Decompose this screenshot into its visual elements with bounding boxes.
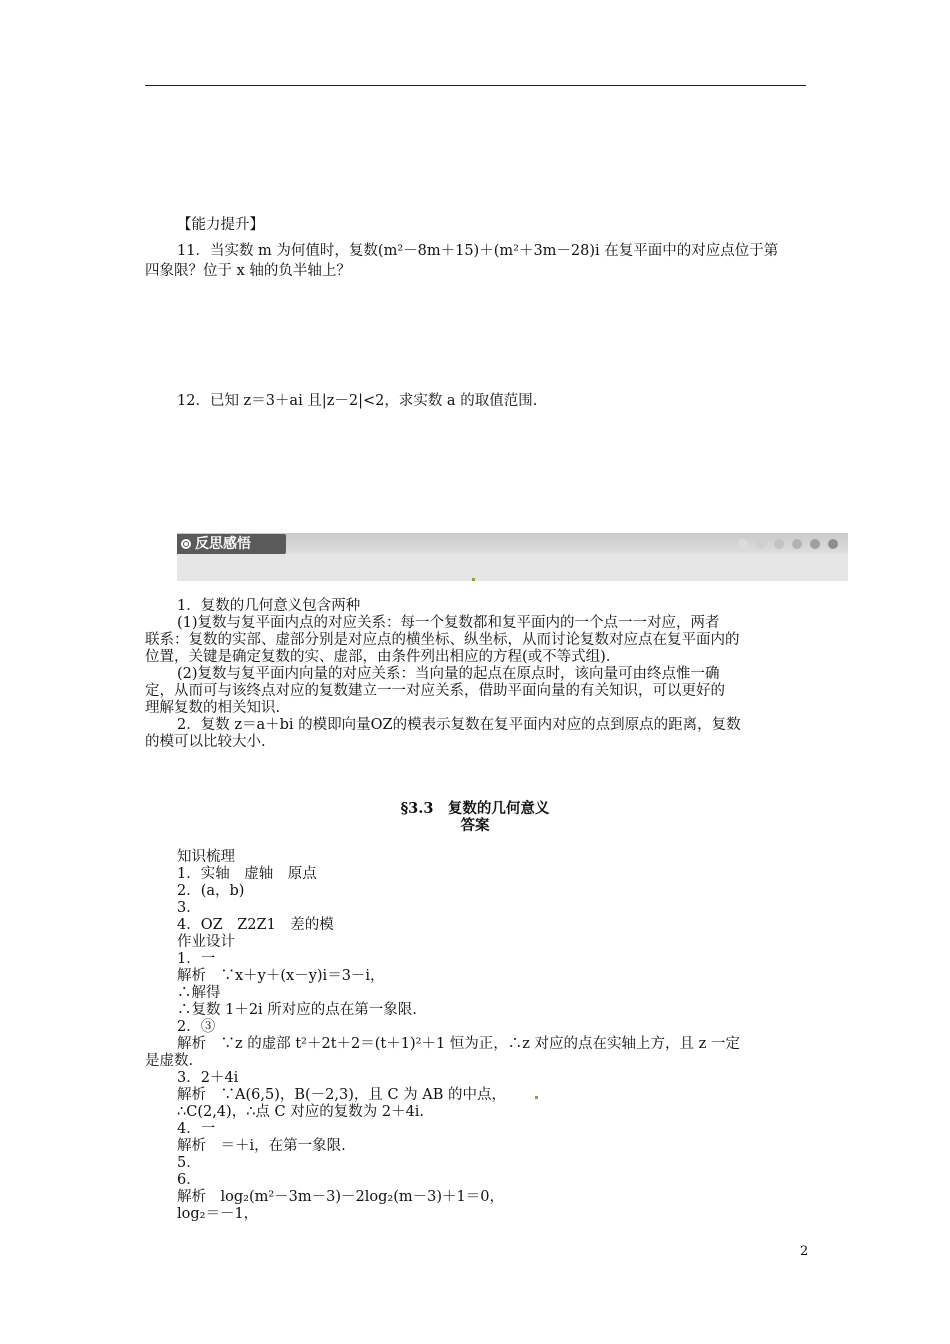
page-number: 2	[800, 1244, 809, 1259]
answer-line: 解析 log₂(m²－3m－3)－2log₂(m－3)＋1＝0，	[177, 1189, 504, 1205]
answer-line: log₂＝－1，	[177, 1206, 259, 1222]
answer-line: 6．	[177, 1172, 201, 1188]
banner-dot	[828, 539, 838, 549]
answer-line: 解析 ∵A(6,5)，B(－2,3)，且 C 为 AB 的中点，	[177, 1087, 507, 1103]
reflection-banner	[177, 533, 848, 581]
banner-label	[177, 534, 286, 554]
reflection-text: 位置，关键是确定复数的实、虚部，由条件列出相应的方程(或不等式组).	[145, 649, 611, 665]
answer-line: 解析 ∵z 的虚部 t²＋2t＋2＝(t＋1)²＋1 恒为正，∴z 对应的点在实轴上方，且 z 一定	[177, 1036, 740, 1052]
print-speck	[535, 1096, 538, 1099]
answer-line: ∴复数 1＋2i 所对应的点在第一象限.	[177, 1002, 417, 1018]
reflection-point-1: 1．复数的几何意义包含两种	[177, 598, 361, 614]
banner-label-text: 反思感悟	[195, 536, 251, 552]
banner-dot	[810, 539, 820, 549]
banner-dot	[792, 539, 802, 549]
answer-line: ∴C(2,4)，∴点 C 对应的复数为 2＋4i.	[177, 1104, 425, 1120]
question-11-line-1: 11．当实数 m 为何值时，复数(m²－8m＋15)＋(m²＋3m－28)i 在复平面中的对应点位于第	[177, 243, 779, 259]
banner-dots	[730, 539, 838, 549]
banner-dot	[756, 539, 766, 549]
reflection-text: 定，从而可与该终点对应的复数建立一一对应关系，借助平面向量的有关知识，可以更好的	[145, 683, 725, 699]
reflection-text: 的模可以比较大小.	[145, 734, 266, 750]
reflection-text: 联系：复数的实部、虚部分别是对应点的横坐标、纵坐标，从而讨论复数对应点在复平面内的	[145, 632, 740, 648]
answer-section-title: §3.3 复数的几何意义	[400, 800, 550, 817]
question-11-line-2: 四象限？位于 x 轴的负半轴上？	[145, 263, 351, 279]
header-rule	[145, 85, 806, 86]
answer-line: 4．一	[177, 1121, 216, 1137]
reflection-text: 2．复数 z＝a＋bi 的模即向量OZ的模表示复数在复平面内对应的点到原点的距离，复数	[177, 717, 741, 733]
answer-line: ∴解得	[177, 985, 221, 1001]
answer-line: 知识梳理	[177, 849, 235, 865]
answer-line: 解析 ∵x＋y＋(x－y)i＝3－i，	[177, 968, 385, 984]
reflection-text: 理解复数的相关知识.	[145, 700, 281, 716]
banner-dot	[774, 539, 784, 549]
answer-line: 4．OZ Z2Z1 差的模	[177, 917, 334, 933]
section-heading-ability: 【能力提升】	[177, 217, 264, 233]
answer-line: 解析 ＝＋i，在第一象限.	[177, 1138, 346, 1154]
reflection-text: (2)复数与复平面内向量的对应关系：当向量的起点在原点时，该向量可由终点惟一确	[177, 666, 720, 682]
answer-line: 3．	[177, 900, 201, 916]
answer-line: 作业设计	[177, 934, 235, 950]
banner-dot	[738, 539, 748, 549]
answer-line: 2．(a，b)	[177, 883, 245, 899]
answer-line: 1．一	[177, 951, 216, 967]
print-speck	[472, 578, 475, 581]
answer-subtitle: 答案	[460, 817, 490, 834]
answer-line: 5．	[177, 1155, 201, 1171]
answer-line: 是虚数.	[145, 1053, 194, 1069]
question-12: 12．已知 z＝3＋ai 且|z－2|<2，求实数 a 的取值范围.	[177, 393, 538, 409]
target-bullet-icon	[181, 539, 191, 549]
answer-line: 1．实轴 虚轴 原点	[177, 866, 317, 882]
answer-line: 2．③	[177, 1019, 216, 1035]
answer-line: 3．2＋4i	[177, 1070, 239, 1086]
reflection-text: (1)复数与复平面内点的对应关系：每一个复数都和复平面内的一个点一一对应，两者	[177, 615, 720, 631]
